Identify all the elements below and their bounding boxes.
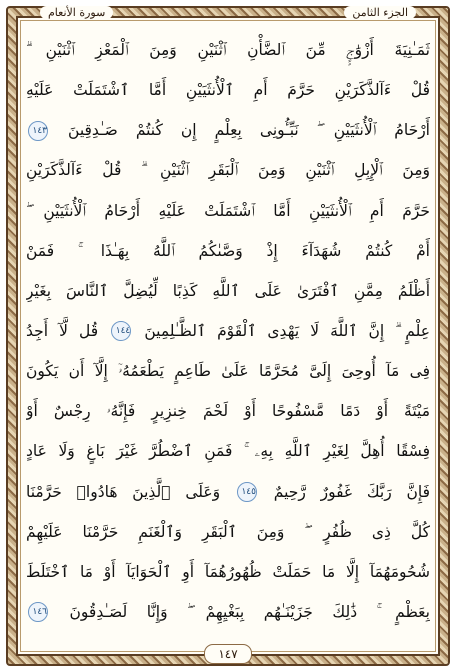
verse-text: أَرْحَامُ ٱلْأُنثَيَيْنِ ۖ نَبِّـُٔونِى بِعِلْمٍ إِن كُنتُمْ صَـٰدِقِينَ bbox=[68, 121, 430, 140]
quran-text-body bbox=[20, 30, 436, 632]
text-line bbox=[26, 596, 430, 628]
text-line bbox=[26, 195, 430, 227]
verse-text: مَيْتَةً أَوْ دَمًا مَّسْفُوحًا أَوْ لَحْمَ خِنزِيرٍ فَإِنَّهُۥ رِجْسٌ أَوْ bbox=[26, 402, 430, 421]
text-line bbox=[26, 34, 430, 66]
text-line bbox=[26, 315, 430, 347]
text-line bbox=[26, 235, 430, 267]
verse-text: حَرَّمَ أَمِ ٱلْأُنثَيَيْنِ أَمَّا ٱشْتَمَلَتْ عَلَيْهِ أَرْحَامُ ٱلْأُنثَيَيْنِ ۖ bbox=[26, 201, 430, 220]
verse-text: فِى مَآ أُوحِىَ إِلَىَّ مُحَرَّمًا عَلَىٰ طَاعِمٍ يَطْعَمُهُۥٓ إِلَّآ أَن يَكُونَ bbox=[26, 362, 430, 381]
text-line bbox=[26, 114, 430, 146]
verse-text: قُلْ ءَآلذَّكَرَيْنِ حَرَّمَ أَمِ ٱلْأُنثَيَيْنِ أَمَّا ٱشْتَمَلَتْ عَلَيْهِ bbox=[26, 81, 430, 100]
page-header bbox=[22, 2, 434, 22]
verse-text: فِسْقًا أُهِلَّ لِغَيْرِ ٱللَّهِ بِهِۦ ۚ فَمَنِ ٱضْطُرَّ غَيْرَ بَاغٍ وَلَا عَادٍ bbox=[26, 442, 430, 461]
verse-text: عِلْمٍ ۗ إِنَّ ٱللَّهَ لَا يَهْدِى ٱلْقَوْمَ ٱلظَّـٰلِمِينَ bbox=[144, 321, 430, 340]
text-line bbox=[26, 476, 430, 508]
verse-text: أَظْلَمُ مِمَّنِ ٱفْتَرَىٰ عَلَى ٱللَّهِ كَذِبًا لِّيُضِلَّ ٱلنَّاسَ بِغَيْرِ bbox=[26, 281, 430, 300]
text-line bbox=[26, 516, 430, 548]
text-line bbox=[26, 154, 430, 186]
surah-name: سورة الأنعام bbox=[40, 6, 113, 19]
verse-text: ثَمَـٰنِيَةَ أَزْوَٰجٍۭ مِّنَ ٱلضَّأْنِ ٱثْنَيْنِ وَمِنَ ٱلْمَعْزِ ٱثْنَيْنِ ۗ bbox=[26, 41, 430, 59]
ayah-number-marker: ١٤٦ bbox=[28, 602, 48, 622]
text-line bbox=[26, 556, 430, 588]
text-line bbox=[26, 435, 430, 467]
page-number: ١٤٧ bbox=[204, 644, 252, 664]
verse-text-continued: وَعَلَى ٱلَّذِينَ هَادُوا۟ حَرَّمْنَا bbox=[26, 482, 221, 501]
verse-text: بِعَظْمٍ ۚ ذَٰلِكَ جَزَيْنَـٰهُم بِبَغْيِهِمْ ۖ وَإِنَّا لَصَـٰدِقُونَ bbox=[69, 602, 430, 621]
verse-text: كُلَّ ذِى ظُفُرٍ ۖ وَمِنَ ٱلْبَقَرِ وَٱلْغَنَمِ حَرَّمْنَا عَلَيْهِمْ bbox=[26, 522, 430, 541]
text-line bbox=[26, 275, 430, 307]
text-line bbox=[26, 355, 430, 387]
verse-text: فَإِنَّ رَبَّكَ غَفُورٌ رَّحِيمٌ bbox=[273, 482, 430, 501]
ayah-number-marker: ١٤٤ bbox=[111, 321, 131, 341]
verse-text: أَمْ كُنتُمْ شُهَدَآءَ إِذْ وَصَّىٰكُمُ ٱللَّهُ بِهَـٰذَا ۚ فَمَنْ bbox=[26, 241, 430, 260]
ayah-number-marker: ١٤٥ bbox=[237, 482, 257, 502]
verse-text-continued: قُل لَّآ أَجِدُ bbox=[26, 321, 99, 340]
text-line bbox=[26, 395, 430, 427]
ayah-number-marker: ١٤٣ bbox=[28, 121, 48, 141]
verse-text: وَمِنَ ٱلْإِبِلِ ٱثْنَيْنِ وَمِنَ ٱلْبَقَرِ ٱثْنَيْنِ ۗ قُلْ ءَآلذَّكَرَيْنِ bbox=[26, 161, 430, 180]
juz-name: الجزء الثامن bbox=[344, 6, 416, 19]
text-line bbox=[26, 74, 430, 106]
verse-text: شُحُومَهُمَآ إِلَّا مَا حَمَلَتْ ظُهُورُهُمَآ أَوِ ٱلْحَوَايَآ أَوْ مَا ٱخْتَلَطَ bbox=[26, 562, 430, 581]
